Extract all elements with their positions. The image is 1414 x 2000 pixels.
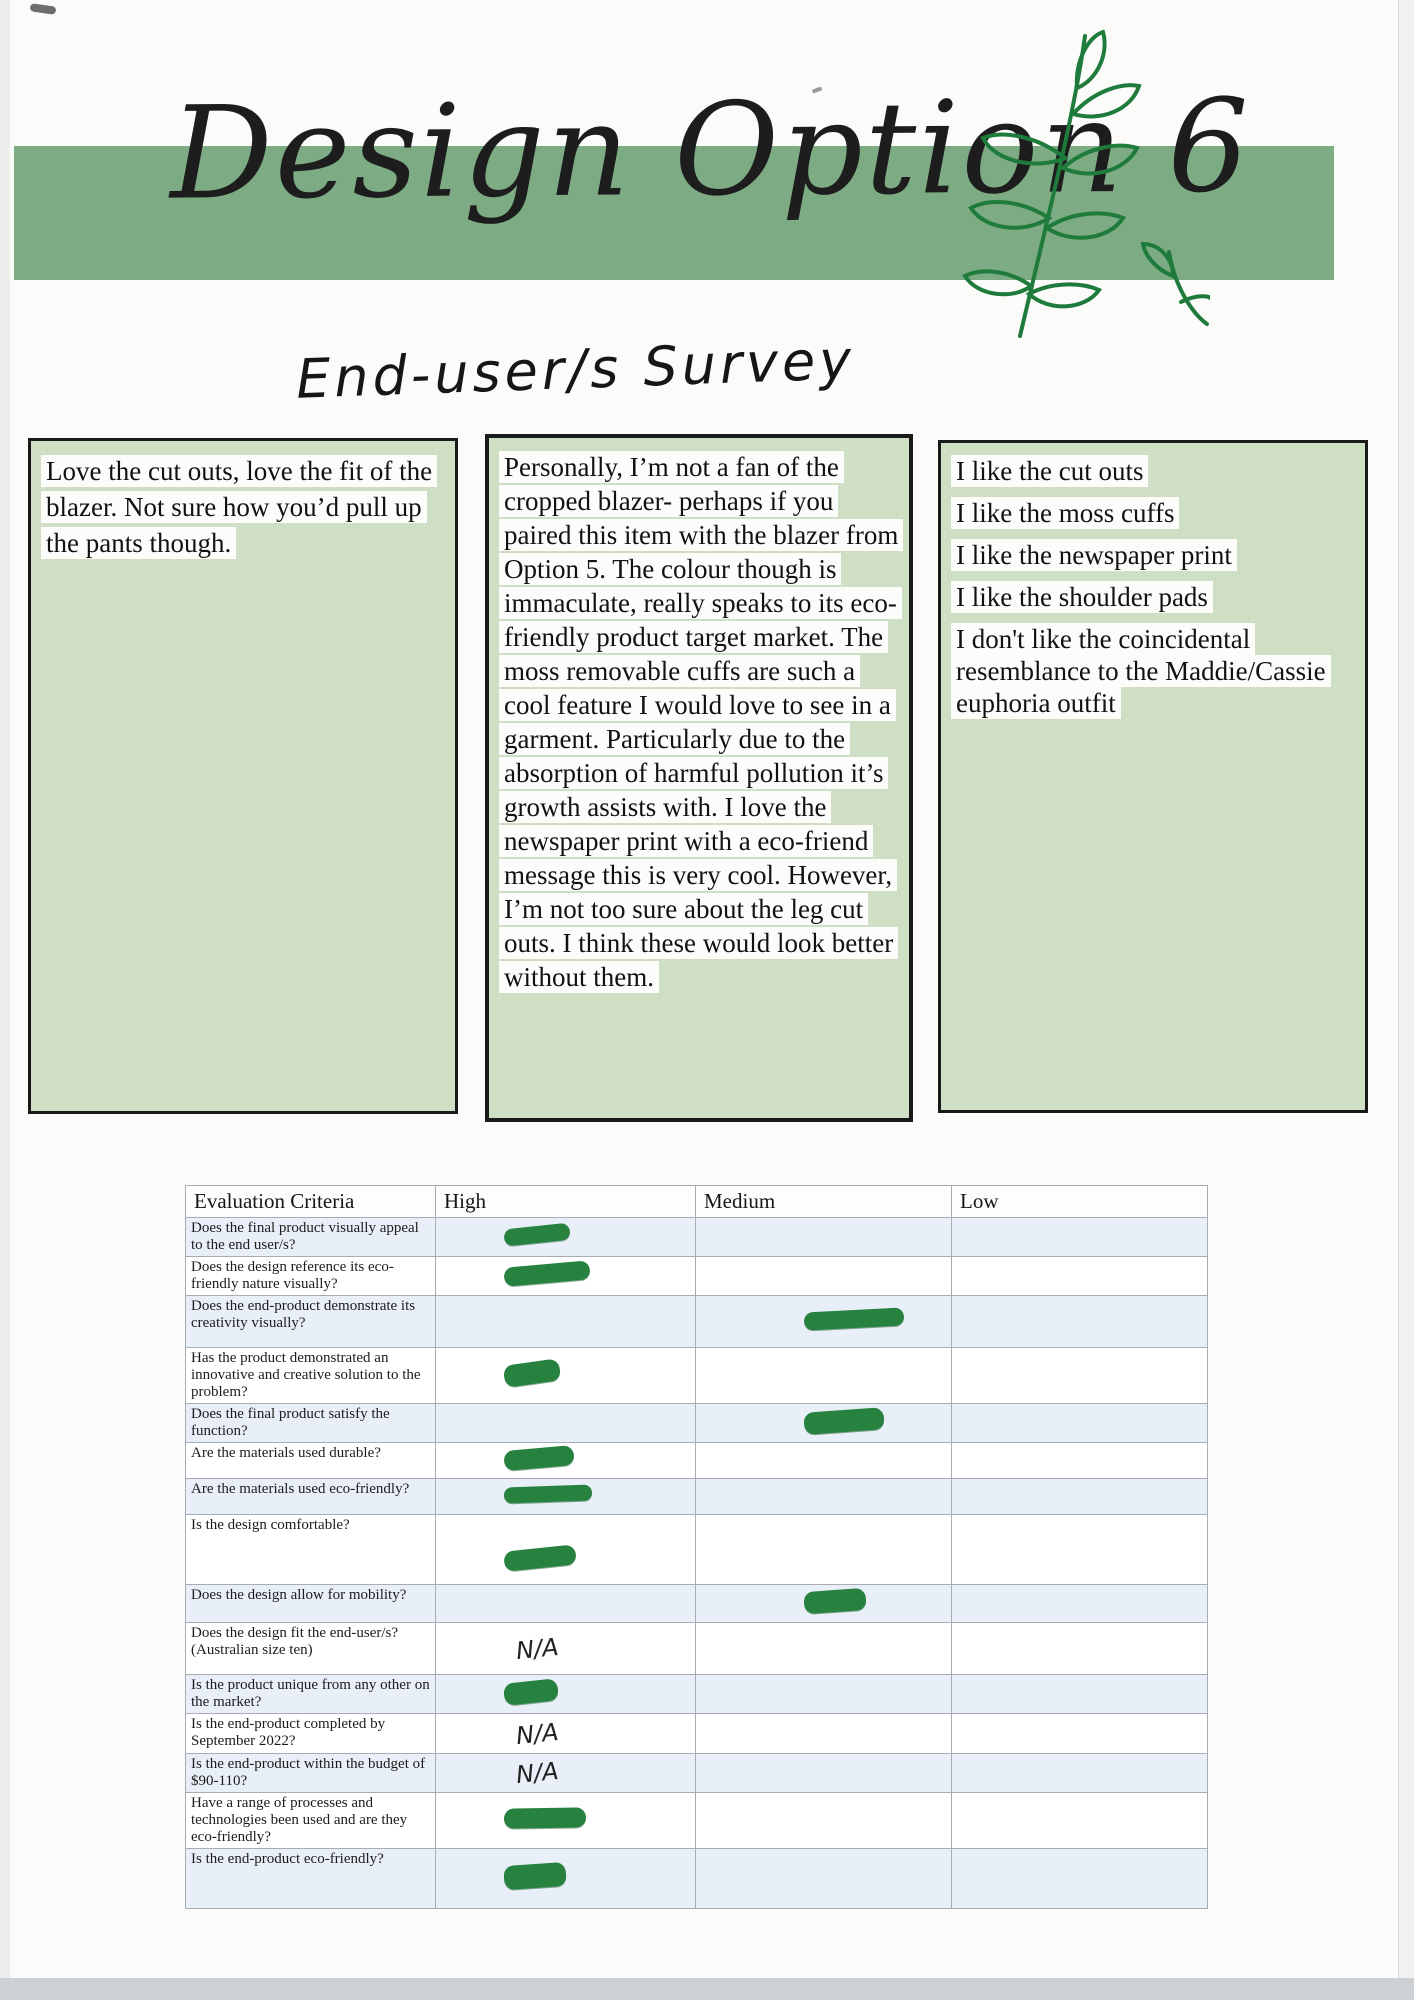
header-high: High [436, 1186, 696, 1218]
criteria-cell: Does the end-product demonstrate its creativity visually? [186, 1296, 436, 1348]
low-cell [952, 1585, 1208, 1623]
criteria-cell: Does the design allow for mobility? [186, 1585, 436, 1623]
low-cell [952, 1296, 1208, 1348]
high-cell [436, 1754, 696, 1793]
feedback-list-item: I don't like the coincidental resemblance to the Maddie/Cassie euphoria outfit [951, 623, 1355, 719]
feedback-box-1 [28, 438, 458, 1114]
page-title: Design Option 6 [169, 72, 1252, 229]
marker-swipe [504, 1807, 586, 1828]
feedback-list-item: I like the moss cuffs [951, 497, 1355, 529]
feedback-list-item: I like the newspaper print [951, 539, 1355, 571]
high-cell [436, 1515, 696, 1585]
low-cell [952, 1754, 1208, 1793]
handwritten-na: N/A [514, 1756, 560, 1790]
high-cell [436, 1443, 696, 1479]
low-cell [952, 1675, 1208, 1714]
medium-cell [696, 1443, 952, 1479]
medium-cell [696, 1623, 952, 1675]
medium-cell [696, 1479, 952, 1515]
scan-edge-left [0, 0, 10, 2000]
table-row [186, 1585, 1208, 1623]
high-cell [436, 1218, 696, 1257]
header-medium: Medium [696, 1186, 952, 1218]
criteria-cell: Does the final product visually appeal to the end user/s? [186, 1218, 436, 1257]
table-row [186, 1404, 1208, 1443]
low-cell [952, 1515, 1208, 1585]
high-cell [436, 1348, 696, 1404]
criteria-cell: Are the materials used eco-friendly? [186, 1479, 436, 1515]
low-cell [952, 1793, 1208, 1849]
feedback-box-3 [938, 440, 1368, 1113]
table-row [186, 1849, 1208, 1909]
medium-cell [696, 1675, 952, 1714]
handwritten-na: N/A [514, 1632, 560, 1665]
feedback-list [951, 455, 1355, 719]
low-cell [952, 1479, 1208, 1515]
low-cell [952, 1714, 1208, 1754]
medium-cell [696, 1849, 952, 1909]
criteria-cell: Has the product demonstrated an innovative and creative solution to the problem? [186, 1348, 436, 1404]
high-cell [436, 1849, 696, 1909]
scan-strip-bottom [0, 1978, 1414, 2000]
handwritten-subtitle: End-user/s Survey [295, 328, 857, 411]
table-row [186, 1793, 1208, 1849]
criteria-cell: Is the end-product within the budget of $90-110? [186, 1754, 436, 1793]
table-row [186, 1257, 1208, 1296]
table-row [186, 1623, 1208, 1675]
table-row [186, 1754, 1208, 1793]
header-low: Low [952, 1186, 1208, 1218]
low-cell [952, 1348, 1208, 1404]
high-cell [436, 1623, 696, 1675]
medium-cell [696, 1793, 952, 1849]
criteria-cell: Is the design comfortable? [186, 1515, 436, 1585]
marker-swipe [504, 1484, 593, 1503]
table-row [186, 1714, 1208, 1754]
marker-swipe [503, 1260, 590, 1286]
high-cell [436, 1257, 696, 1296]
high-cell [436, 1585, 696, 1623]
medium-cell [696, 1754, 952, 1793]
table-row [186, 1296, 1208, 1348]
marker-swipe [803, 1588, 866, 1614]
medium-cell [696, 1404, 952, 1443]
handwritten-na: N/A [514, 1717, 560, 1750]
low-cell [952, 1849, 1208, 1909]
marker-swipe [503, 1862, 567, 1890]
high-cell [436, 1404, 696, 1443]
criteria-cell: Is the product unique from any other on the market? [186, 1675, 436, 1714]
scan-edge-right [1398, 0, 1414, 2000]
marker-swipe [503, 1544, 577, 1571]
medium-cell [696, 1714, 952, 1754]
evaluation-table [185, 1185, 1208, 1909]
table-row [186, 1443, 1208, 1479]
medium-cell [696, 1257, 952, 1296]
low-cell [952, 1404, 1208, 1443]
table-row [186, 1348, 1208, 1404]
medium-cell [696, 1218, 952, 1257]
feedback-list-item: I like the cut outs [951, 455, 1355, 487]
high-cell [436, 1479, 696, 1515]
criteria-cell: Have a range of processes and technologies been used and are they eco-friendly? [186, 1793, 436, 1849]
marker-swipe [503, 1445, 574, 1471]
feedback-box-2 [485, 434, 913, 1122]
medium-cell [696, 1348, 952, 1404]
criteria-cell: Does the design fit the end-user/s? (Australian size ten) [186, 1623, 436, 1675]
table-row [186, 1479, 1208, 1515]
feedback-text-1: Love the cut outs, love the fit of the blazer. Not sure how you’d pull up the pants though. [41, 453, 445, 561]
medium-cell [696, 1296, 952, 1348]
low-cell [952, 1443, 1208, 1479]
high-cell [436, 1296, 696, 1348]
marker-swipe [804, 1307, 905, 1330]
marker-swipe [803, 1407, 884, 1435]
criteria-cell: Is the end-product eco-friendly? [186, 1849, 436, 1909]
criteria-cell: Does the final product satisfy the function? [186, 1404, 436, 1443]
feedback-list-item: I like the shoulder pads [951, 581, 1355, 613]
table-row [186, 1218, 1208, 1257]
low-cell [952, 1257, 1208, 1296]
high-cell [436, 1793, 696, 1849]
table-row [186, 1675, 1208, 1714]
low-cell [952, 1623, 1208, 1675]
scan-speck [30, 3, 57, 15]
high-cell [436, 1675, 696, 1714]
criteria-cell: Are the materials used durable? [186, 1443, 436, 1479]
marker-swipe [503, 1223, 570, 1247]
high-cell [436, 1714, 696, 1754]
medium-cell [696, 1585, 952, 1623]
table-header-row [186, 1186, 1208, 1218]
marker-swipe [503, 1678, 559, 1706]
criteria-cell: Is the end-product completed by September 2022? [186, 1714, 436, 1754]
feedback-text-2: Personally, I’m not a fan of the cropped blazer- perhaps if you paired this item with the blazer from Option 5. The colour though is immaculate, really speaks to its eco-friendly product target market. The moss removable cuffs are such a cool feature I would love to see in a garment. Particularly due to the absorption of harmful pollution it’s growth assists with. I love the newspaper print with a eco-friend message this is very cool. However, I’m not too sure about the leg cut outs. I think these would look better without them. [499, 450, 899, 994]
criteria-cell: Does the design reference its eco-friendly nature visually? [186, 1257, 436, 1296]
low-cell [952, 1218, 1208, 1257]
table-row [186, 1515, 1208, 1585]
header-evaluation-criteria: Evaluation Criteria [186, 1186, 436, 1218]
medium-cell [696, 1515, 952, 1585]
marker-swipe [503, 1358, 562, 1388]
leaf-branch-icon [925, 18, 1210, 338]
